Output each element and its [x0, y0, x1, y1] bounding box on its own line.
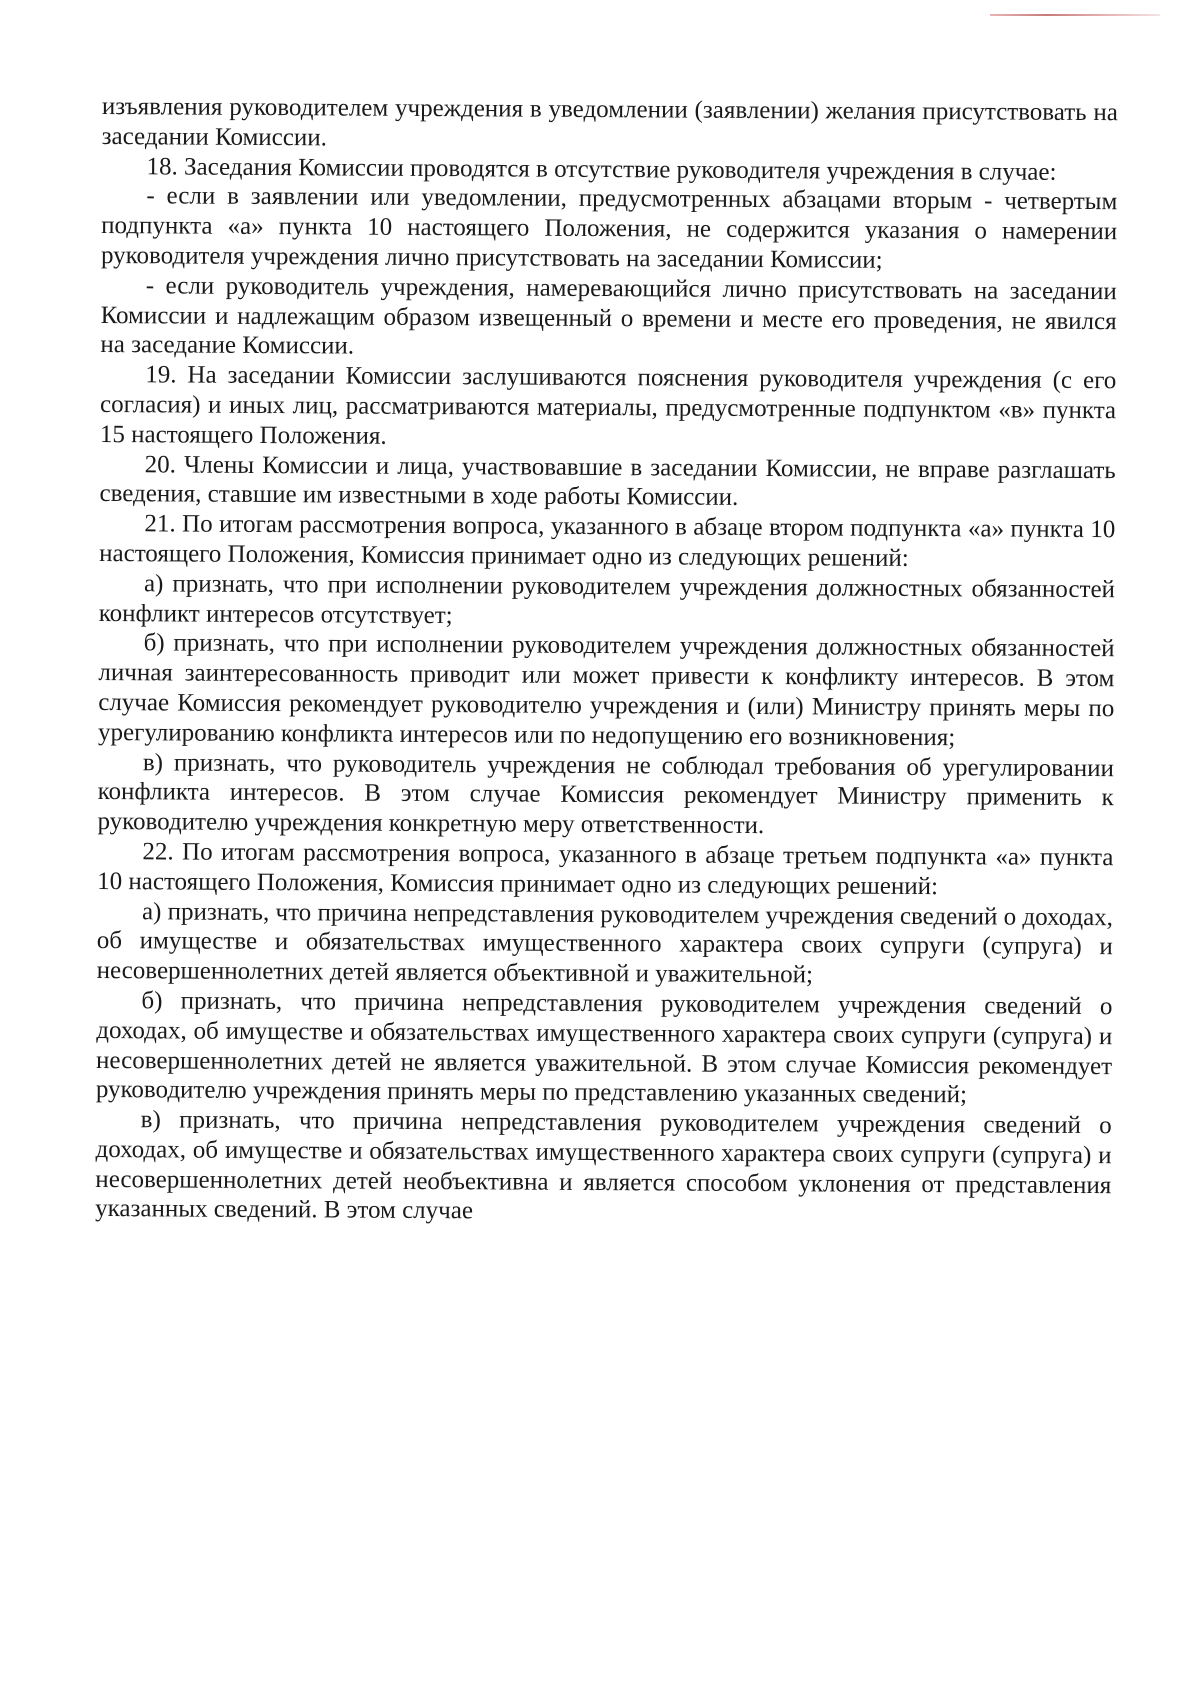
paragraph-item-22-a: а) признать, что причина непредставления руководителем учреждения сведений о доходах, об имуществе и обязательствах имущественного характера своих супруги (супруга) и несовершеннолетних детей является объективной и уважительной; [96, 897, 1114, 989]
paragraph-item-21-v: в) признать, что руководитель учреждения не соблюдал требования об урегулировании конфликта интересов. В этом случае Комиссия рекомендует Министру применить к руководителю учреждения конкретную меру ответственности. [97, 748, 1114, 840]
paragraph-item-18: 18. Заседания Комиссии проводятся в отсутствие руководителя учреждения в случае: [146, 152, 1057, 186]
paragraph-item-18-dash-2: - если руководитель учреждения, намеревающийся лично присутствовать на заседании Комиссии и надлежащим образом извещенный о времени и месте его проведения, не явился на заседание Комиссии. [100, 272, 1117, 360]
paragraph-item-22-v: в) признать, что причина непредставления руководителем учреждения сведений о доходах, об имуществе и обязательствах имущественного характера своих супруги (супруга) и несовершеннолетних детей необъективна и является способом уклонения от представления указанных сведений. В этом случае [95, 1106, 1112, 1225]
paragraph-item-18-dash-1: - если в заявлении или уведомлении, предусмотренных абзацами вторым - четвертым подпункта «а» пункта 10 настоящего Положения, не содержится указания о намерении руководителя учреждения лично присутствовать на заседании Комиссии; [100, 182, 1118, 274]
paragraph-continuation: изъявления руководителем учреждения в уведомлении (заявлении) желания присутствовать на заседании Комиссии. [101, 92, 1118, 152]
paragraph-item-21: 21. По итогам рассмотрения вопроса, указанного в абзаце втором подпункта «а» пункта 10 настоящего Положения, Комиссия принимает одно из следующих решений: [99, 510, 1116, 572]
paragraph-item-19: 19. На заседании Комиссии заслушиваются пояснения руководителя учреждения (с его согласия) и иных лиц, рассматриваются материалы, предусмотренные подпунктом «в» пункта 15 настоящего Положения. [99, 361, 1117, 450]
paragraph-item-21-b: б) признать, что при исполнении руководителем учреждения должностных обязанностей личная заинтересованность приводит или может привести к конфликту интересов. В этом случае Комиссия рекомендует руководителю учреждения и (или) Министру принять меры по урегулированию конфликта интересов или по недопущению его возникновения; [98, 629, 1115, 751]
paragraph-item-22-b: б) признать, что причина непредставления руководителем учреждения сведений о доходах, об имуществе и обязательствах имущественного характера своих супруги (супруга) и несовершеннолетних детей не является уважительной. В этом случае Комиссия рекомендует руководителю учреждения принять меры по представлению указанных сведений; [95, 987, 1113, 1109]
paragraph-item-20: 20. Члены Комиссии и лица, участвовавшие в заседании Комиссии, не вправе разглашать сведения, ставшие им известными в ходе работы Комиссии. [99, 450, 1116, 512]
document-body [95, 92, 1118, 1230]
scan-artifact-line [990, 14, 1160, 16]
paragraph-item-22: 22. По итогам рассмотрения вопроса, указанного в абзаце третьем подпункта «а» пункта 10 настоящего Положения, Комиссия принимает одно из следующих решений: [97, 838, 1114, 900]
paragraph-item-21-a: а) признать, что при исполнении руководителем учреждения должностных обязанностей конфликт интересов отсутствует; [98, 570, 1116, 629]
